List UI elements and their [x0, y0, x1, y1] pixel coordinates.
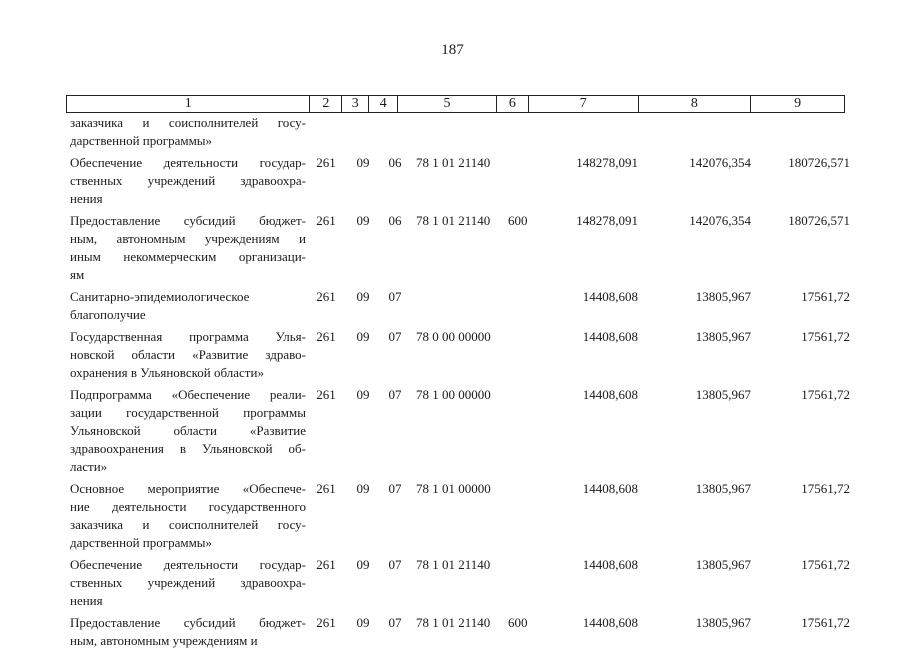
table-row [70, 212, 860, 284]
page-number: 187 [441, 42, 464, 58]
table-body [70, 114, 860, 654]
row-amount-year-1: 14408,608 [582, 387, 638, 402]
header-col-5: 5 [398, 96, 497, 112]
row-section: 09 [356, 329, 370, 344]
header-col-2: 2 [310, 96, 342, 112]
row-name [70, 212, 306, 284]
row-name [70, 114, 306, 150]
row-target-article: 78 1 01 21140 [416, 213, 491, 228]
row-code: 261 [316, 481, 336, 496]
row-subsection: 07 [388, 481, 402, 496]
row-code: 261 [316, 213, 336, 228]
table-header [66, 95, 845, 113]
row-target-article: 78 1 01 21140 [416, 155, 491, 170]
row-target-article: 78 0 00 00000 [416, 329, 491, 344]
row-name [70, 556, 306, 610]
row-amount-year-1: 14408,608 [582, 615, 638, 630]
row-name-line: Обеспечение деятельности государ- [70, 155, 306, 170]
row-name-line: дарственной программы» [70, 133, 213, 148]
row-subsection: 06 [388, 213, 402, 228]
row-name-line: нения [70, 191, 103, 206]
row-section: 09 [356, 155, 370, 170]
row-name-line: нения [70, 593, 103, 608]
row-amount-year-2: 13805,967 [695, 387, 751, 402]
row-target-article: 78 1 01 21140 [416, 557, 491, 572]
row-amount-year-3: 17561,72 [801, 289, 850, 304]
row-name [70, 328, 306, 382]
header-col-8: 8 [639, 96, 752, 112]
row-name-line: здравоохранения в Ульяновской об- [70, 441, 306, 456]
row-amount-year-3: 17561,72 [801, 387, 850, 402]
row-code: 261 [316, 615, 336, 630]
row-subsection: 07 [388, 387, 402, 402]
row-amount-year-2: 142076,354 [689, 213, 751, 228]
row-amount-year-3: 17561,72 [801, 615, 850, 630]
row-code: 261 [316, 289, 336, 304]
row-name-line: заказчика и соисполнителей госу- [70, 517, 306, 532]
row-section: 09 [356, 481, 370, 496]
row-section: 09 [356, 615, 370, 630]
row-section: 09 [356, 387, 370, 402]
row-name-line: заказчика и соисполнителей госу- [70, 115, 306, 130]
header-col-9: 9 [794, 96, 802, 111]
row-amount-year-1: 14408,608 [582, 289, 638, 304]
row-name-line: ласти» [70, 459, 108, 474]
row-section: 09 [356, 557, 370, 572]
row-name-line: Предоставление субсидий бюджет- [70, 615, 306, 630]
row-name-line: Ульяновской области «Развитие [70, 423, 306, 438]
row-name-line: ным, автономным учреждениям и [70, 633, 258, 648]
row-name-line: иным некоммерческим организаци- [70, 249, 306, 264]
row-expense-type: 600 [508, 213, 528, 228]
row-name-line: ям [70, 267, 85, 282]
row-name-line: Предоставление субсидий бюджет- [70, 213, 306, 228]
row-name [70, 288, 306, 324]
row-subsection: 07 [388, 289, 402, 304]
header-col-6: 6 [497, 96, 529, 112]
row-amount-year-2: 13805,967 [695, 557, 751, 572]
row-amount-year-2: 13805,967 [695, 289, 751, 304]
row-amount-year-3: 180726,571 [788, 213, 850, 228]
row-amount-year-1: 148278,091 [576, 155, 638, 170]
row-name-line: дарственной программы» [70, 535, 213, 550]
row-name-line: Основное мероприятие «Обеспече- [70, 481, 306, 496]
row-name-line: благополучие [70, 307, 146, 322]
row-name-line: ственных учреждений здравоохра- [70, 575, 306, 590]
row-name-line: ным, автономным учреждениям и [70, 231, 306, 246]
table-row [70, 114, 860, 150]
table-row [70, 154, 860, 208]
row-name-line: Обеспечение деятельности государ- [70, 557, 306, 572]
row-name-line: Государственная программа Улья- [70, 329, 306, 344]
table-row [70, 328, 860, 382]
row-amount-year-1: 14408,608 [582, 557, 638, 572]
table-row [70, 386, 860, 476]
row-name-line: зации государственной программы [70, 405, 306, 420]
row-name-line: новской области «Развитие здраво- [70, 347, 306, 362]
row-target-article: 78 1 01 00000 [416, 481, 491, 496]
row-amount-year-3: 180726,571 [788, 155, 850, 170]
row-subsection: 07 [388, 615, 402, 630]
row-subsection: 07 [388, 557, 402, 572]
row-amount-year-1: 14408,608 [582, 329, 638, 344]
row-name-line: Подпрограмма «Обеспечение реали- [70, 387, 306, 402]
row-amount-year-3: 17561,72 [801, 481, 850, 496]
row-subsection: 07 [388, 329, 402, 344]
row-name [70, 154, 306, 208]
header-col-3: 3 [342, 96, 369, 112]
row-code: 261 [316, 387, 336, 402]
row-subsection: 06 [388, 155, 402, 170]
row-amount-year-2: 142076,354 [689, 155, 751, 170]
table-row [70, 480, 860, 552]
row-section: 09 [356, 289, 370, 304]
row-target-article: 78 1 01 21140 [416, 615, 491, 630]
row-target-article: 78 1 00 00000 [416, 387, 491, 402]
row-code: 261 [316, 155, 336, 170]
row-amount-year-3: 17561,72 [801, 557, 850, 572]
row-code: 261 [316, 557, 336, 572]
row-amount-year-1: 148278,091 [576, 213, 638, 228]
row-name [70, 480, 306, 552]
row-code: 261 [316, 329, 336, 344]
row-name-line: ственных учреждений здравоохра- [70, 173, 306, 188]
row-name [70, 386, 306, 476]
row-amount-year-2: 13805,967 [695, 329, 751, 344]
header-col-1: 1 [67, 96, 310, 112]
header-col-7: 7 [529, 96, 639, 112]
row-amount-year-1: 14408,608 [582, 481, 638, 496]
table-row [70, 288, 860, 324]
row-amount-year-2: 13805,967 [695, 615, 751, 630]
table-row [70, 614, 860, 650]
row-name-line: охранения в Ульяновской области» [70, 365, 264, 380]
row-amount-year-2: 13805,967 [695, 481, 751, 496]
row-name [70, 614, 306, 650]
table-row [70, 556, 860, 610]
row-name-line: ние деятельности государственного [70, 499, 306, 514]
row-amount-year-3: 17561,72 [801, 329, 850, 344]
row-section: 09 [356, 213, 370, 228]
header-col-4: 4 [369, 96, 398, 112]
row-expense-type: 600 [508, 615, 528, 630]
row-name-line: Санитарно-эпидемиологическое [70, 289, 250, 304]
